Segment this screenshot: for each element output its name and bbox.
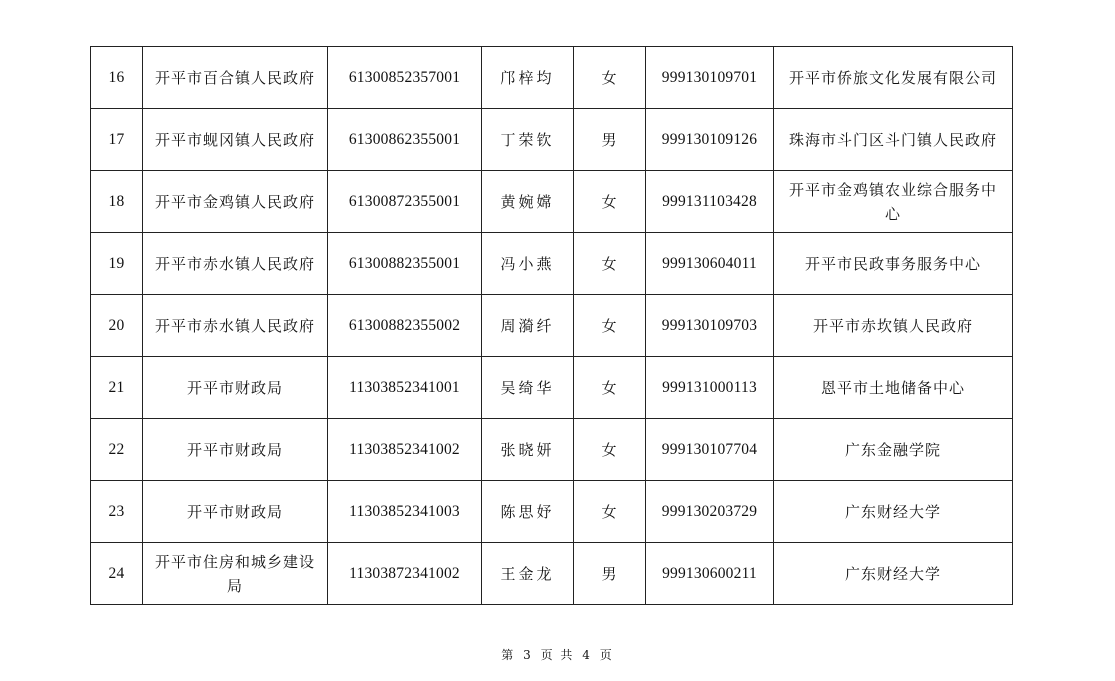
cell-seq: 19 (91, 233, 143, 295)
cell-position-code: 61300852357001 (328, 47, 482, 109)
cell-unit: 开平市财政局 (143, 481, 328, 543)
cell-seq: 20 (91, 295, 143, 357)
cell-gender: 女 (574, 357, 646, 419)
cell-unit: 开平市百合镇人民政府 (143, 47, 328, 109)
table-row (91, 233, 1013, 295)
cell-seq: 22 (91, 419, 143, 481)
cell-position-code: 61300862355001 (328, 109, 482, 171)
cell-exam-number: 999130109701 (646, 47, 774, 109)
cell-workplace: 开平市侨旅文化发展有限公司 (774, 47, 1013, 109)
cell-seq: 21 (91, 357, 143, 419)
cell-exam-number: 999130109126 (646, 109, 774, 171)
table-row (91, 419, 1013, 481)
roster-sheet (90, 46, 1012, 605)
page-current: 3 (523, 648, 533, 662)
cell-name: 黄婉嫦 (482, 171, 574, 233)
cell-gender: 男 (574, 109, 646, 171)
cell-gender: 女 (574, 171, 646, 233)
cell-workplace: 广东金融学院 (774, 419, 1013, 481)
cell-position-code: 11303852341002 (328, 419, 482, 481)
cell-seq: 17 (91, 109, 143, 171)
cell-seq: 16 (91, 47, 143, 109)
cell-gender: 女 (574, 295, 646, 357)
cell-exam-number: 999130203729 (646, 481, 774, 543)
cell-workplace: 开平市赤坎镇人民政府 (774, 295, 1013, 357)
cell-exam-number: 999131000113 (646, 357, 774, 419)
table-row (91, 295, 1013, 357)
cell-gender: 男 (574, 543, 646, 605)
table-row (91, 543, 1013, 605)
cell-workplace: 广东财经大学 (774, 543, 1013, 605)
cell-unit: 开平市金鸡镇人民政府 (143, 171, 328, 233)
cell-workplace: 开平市民政事务服务中心 (774, 233, 1013, 295)
cell-name: 张晓妍 (482, 419, 574, 481)
cell-name: 邝梓均 (482, 47, 574, 109)
cell-name: 陈思妤 (482, 481, 574, 543)
cell-unit: 开平市财政局 (143, 357, 328, 419)
cell-name: 王金龙 (482, 543, 574, 605)
table-row (91, 357, 1013, 419)
cell-workplace: 广东财经大学 (774, 481, 1013, 543)
page-prefix: 第 (501, 648, 516, 662)
page-suffix: 页 (599, 648, 614, 662)
table-row (91, 47, 1013, 109)
cell-gender: 女 (574, 47, 646, 109)
cell-exam-number: 999130107704 (646, 419, 774, 481)
table-row (91, 109, 1013, 171)
page-mid: 页 共 (540, 648, 575, 662)
cell-gender: 女 (574, 481, 646, 543)
roster-table (90, 46, 1013, 605)
cell-unit: 开平市住房和城乡建设局 (143, 543, 328, 605)
cell-name: 丁荣钦 (482, 109, 574, 171)
cell-exam-number: 999130600211 (646, 543, 774, 605)
cell-gender: 女 (574, 233, 646, 295)
cell-unit: 开平市蚬冈镇人民政府 (143, 109, 328, 171)
cell-position-code: 11303872341002 (328, 543, 482, 605)
cell-position-code: 11303852341003 (328, 481, 482, 543)
table-row (91, 481, 1013, 543)
cell-seq: 18 (91, 171, 143, 233)
cell-position-code: 61300872355001 (328, 171, 482, 233)
cell-workplace: 珠海市斗门区斗门镇人民政府 (774, 109, 1013, 171)
cell-exam-number: 999131103428 (646, 171, 774, 233)
table-body (91, 47, 1013, 605)
table-row (91, 171, 1013, 233)
page-footer (0, 646, 1115, 663)
cell-workplace: 开平市金鸡镇农业综合服务中心 (774, 171, 1013, 233)
cell-seq: 23 (91, 481, 143, 543)
cell-gender: 女 (574, 419, 646, 481)
cell-unit: 开平市财政局 (143, 419, 328, 481)
page-total: 4 (582, 648, 592, 662)
cell-name: 周漪纤 (482, 295, 574, 357)
cell-workplace: 恩平市土地储备中心 (774, 357, 1013, 419)
cell-name: 吴绮华 (482, 357, 574, 419)
cell-exam-number: 999130604011 (646, 233, 774, 295)
cell-unit: 开平市赤水镇人民政府 (143, 233, 328, 295)
cell-position-code: 61300882355002 (328, 295, 482, 357)
cell-exam-number: 999130109703 (646, 295, 774, 357)
cell-position-code: 11303852341001 (328, 357, 482, 419)
cell-unit: 开平市赤水镇人民政府 (143, 295, 328, 357)
cell-seq: 24 (91, 543, 143, 605)
cell-name: 冯小燕 (482, 233, 574, 295)
cell-position-code: 61300882355001 (328, 233, 482, 295)
